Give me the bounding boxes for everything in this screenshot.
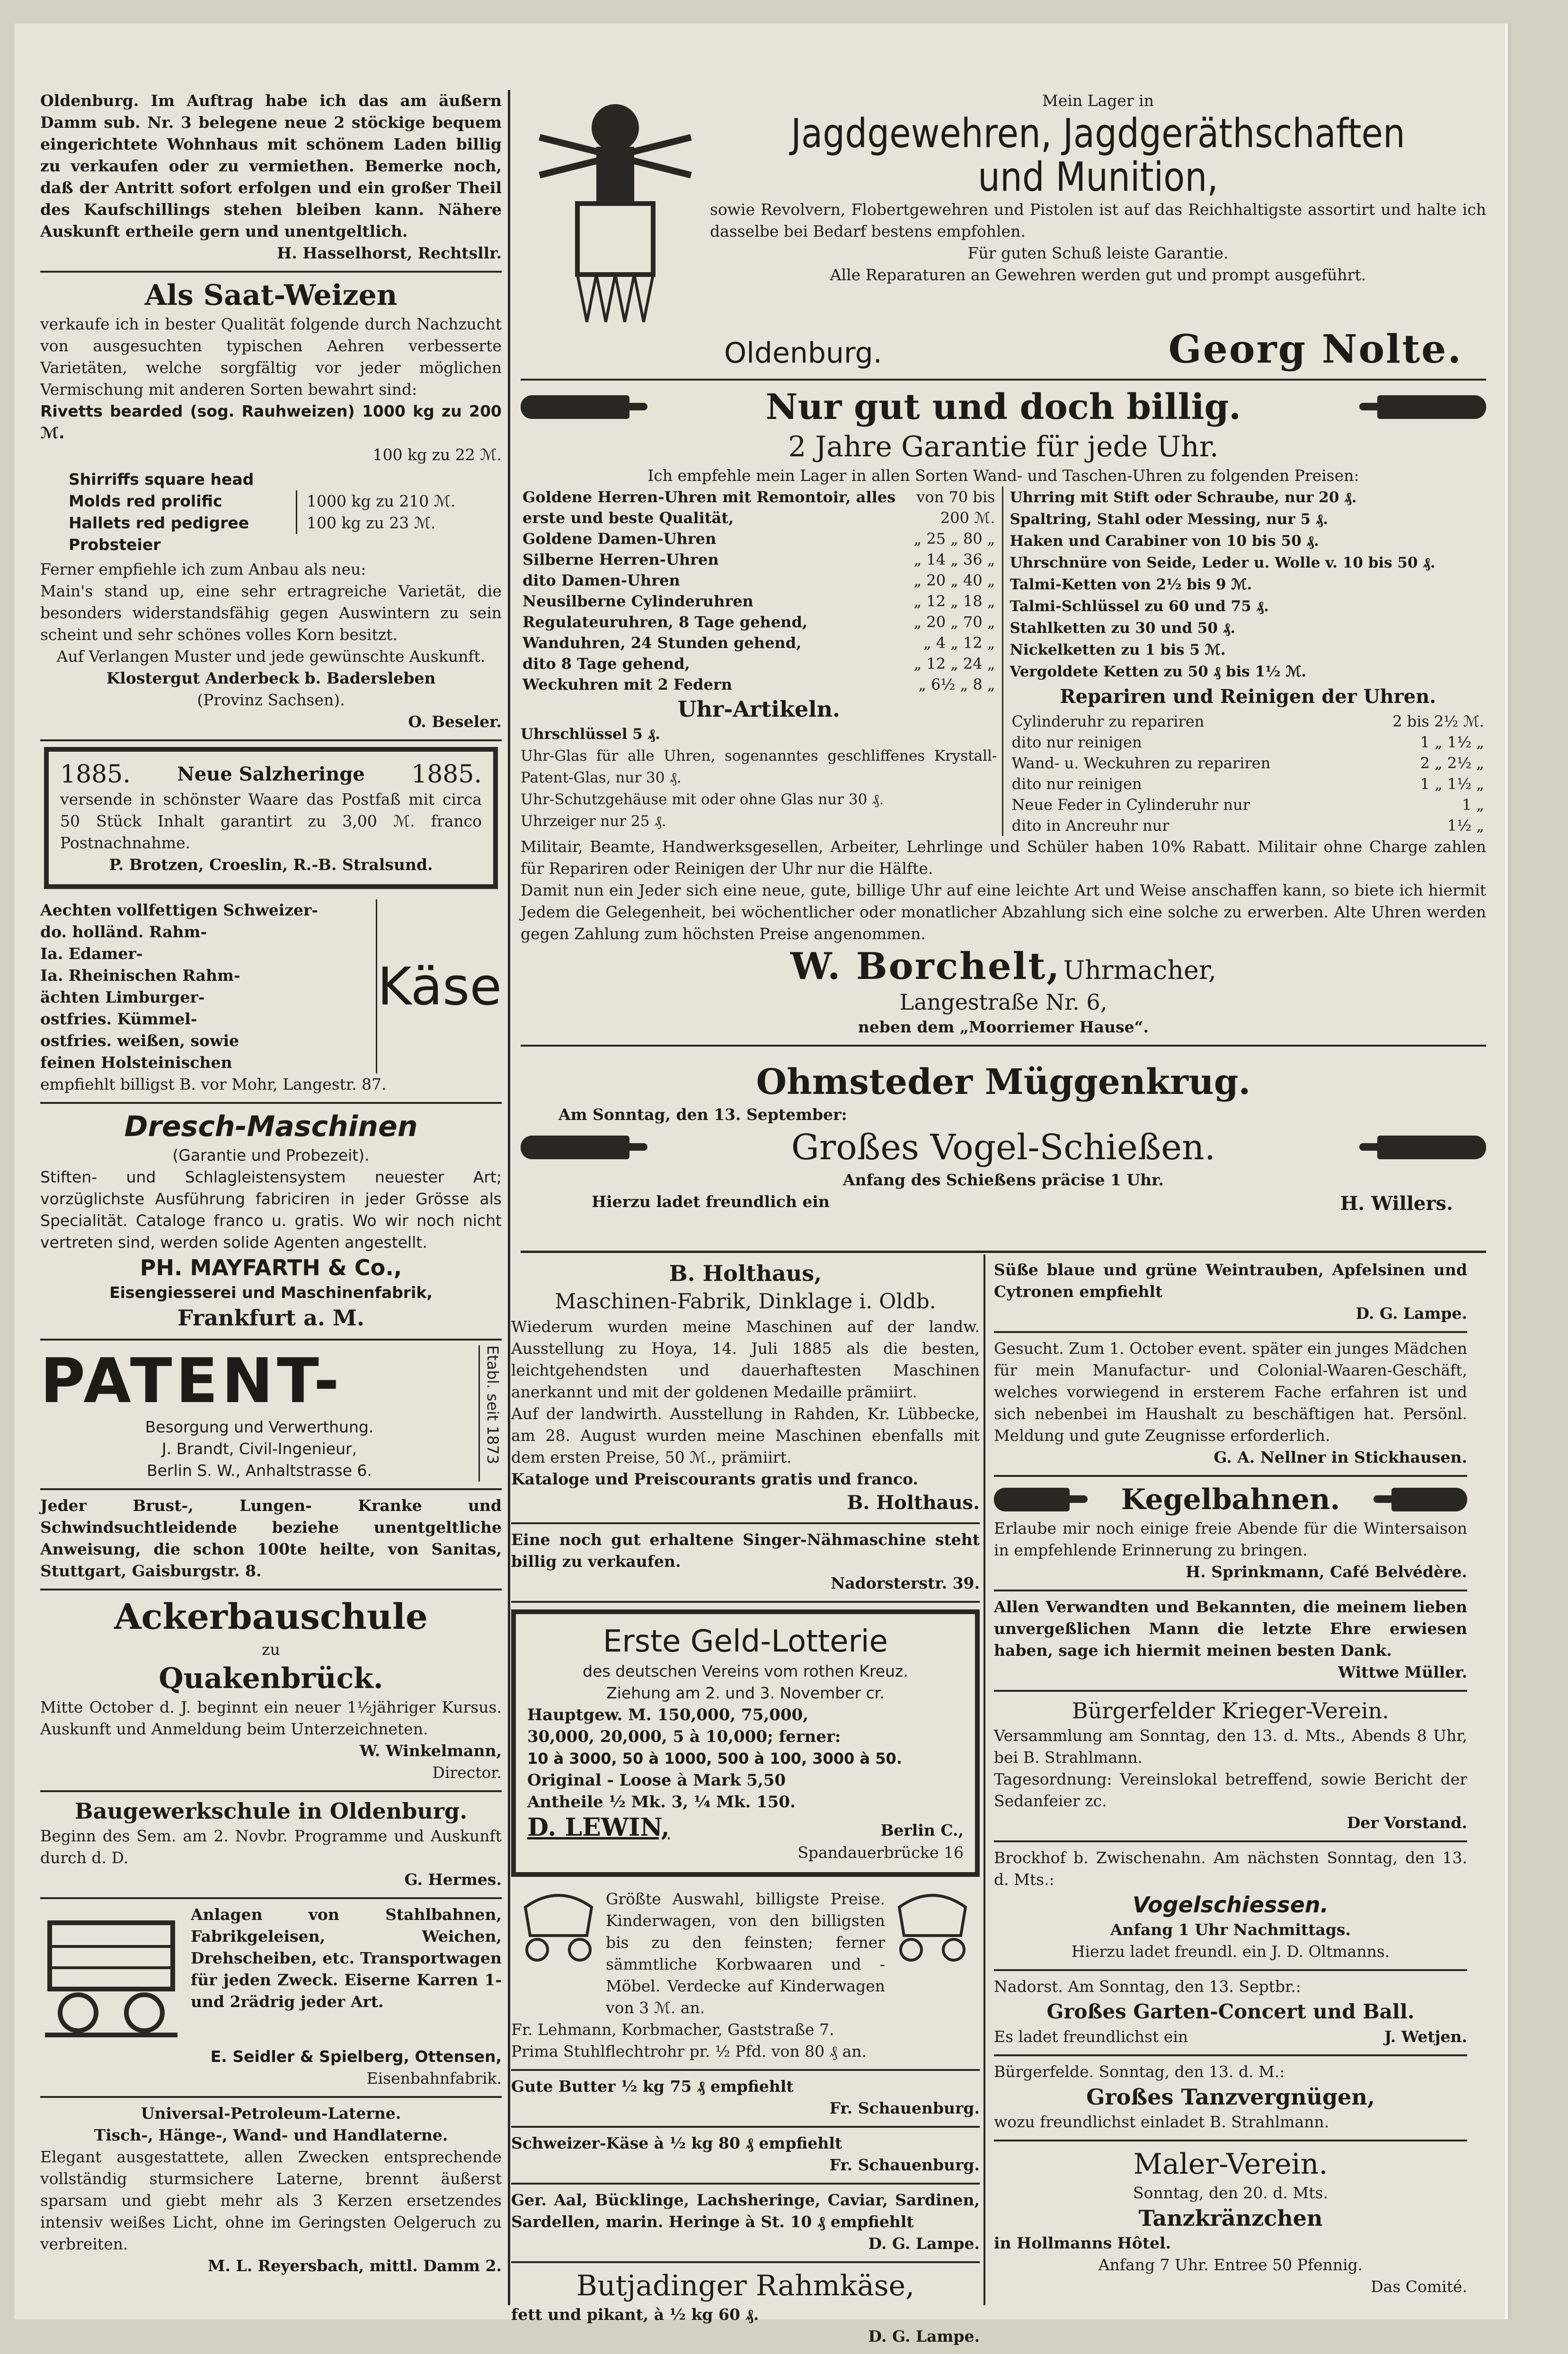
- ad-title: Baugewerkschule in Oldenburg.: [74, 1798, 468, 1824]
- table-row: [521, 674, 997, 695]
- price-table: [521, 487, 997, 695]
- nadorst-sign-row: [994, 2026, 1467, 2048]
- item: Uhr-Glas für alle Uhren, sogenanntes geschliffenes Krystall-Patent-Glas, nur 30 ₰.: [521, 747, 997, 786]
- patent-main: [40, 1345, 478, 1482]
- ad-role: Director.: [432, 1763, 502, 1782]
- ad-address: Nadorsterstr. 39.: [831, 1574, 980, 1592]
- ad-text: Oldenburg. Im Auftrag habe ich das am äußern Damm sub. Nr. 3 belegene neue 2 stöckige bequem eingerichtete Wohnhaus mit schönem Laden billig zu verkaufen oder zu vermiethen. Bemerke noch, daß der Antritt sofort erfolgen und ein großer Theil des Kaufschillings stehen bleiben kann. Nähere Auskunft ertheile gern und unentgeltlich.: [40, 91, 502, 240]
- ad-text: Wiederum wurden meine Maschinen auf der landw. Ausstellung zu Hoya, 14. Juli 1885 als die besten, leichtgehendsten und dauerhaftesten Maschinen anerkannt und mit der goldenen Medaille prämiirt.: [511, 1317, 980, 1401]
- ad-kegelbahnen: [994, 1477, 1467, 1591]
- price: von 70 bis 200 ℳ.: [916, 488, 995, 527]
- item: Stahlketten zu 30 und 50 ₰.: [1010, 620, 1236, 637]
- variety-name: Hallets red pedigree: [69, 514, 249, 532]
- ad-subtitle: (Garantie und Probezeit).: [172, 1146, 370, 1164]
- ad-uhren: [521, 381, 1486, 1047]
- ad-text: Stiften- und Schlagleistensystem neuester Art; vorzüglichste Ausführung fabriciren in jeder Grösse als Specialität. Cataloge franco u. gratis. Wo wir noch nicht vertreten sind, werden solide Agenten angestellt.: [40, 1168, 502, 1252]
- ad-text: Ferner empfiehle ich zum Anbau als neu:: [40, 560, 366, 578]
- patent-word: PATENT-: [40, 1345, 343, 1417]
- ad-baugewerkschule: [40, 1792, 502, 1899]
- ad-schweizer-kaese: [511, 2128, 980, 2185]
- ad-title: Dresch-Maschinen: [124, 1110, 418, 1143]
- ad-firm-sub: Eisengiesserei und Maschinenfabrik,: [109, 1283, 433, 1302]
- ad-firm-sub: Eisenbahnfabrik.: [366, 2069, 502, 2088]
- prize-line: 10 à 3000, 50 à 1000, 500 à 100, 3000 à 50.: [527, 1750, 902, 1768]
- ad-date: Sonntag, den 20. d. Mts.: [1133, 2184, 1328, 2202]
- ad-subtitle: Tisch-, Hänge-, Wand- und Handlaterne.: [94, 2126, 448, 2144]
- ad-butjadinger: [511, 2263, 980, 2354]
- ad-signature: G. A. Nellner in Stickhausen.: [1214, 1448, 1467, 1466]
- table-row: [1010, 732, 1487, 753]
- ad-text: Schweizer-Käse à ½ kg 80 ₰ empfiehlt: [511, 2134, 842, 2152]
- hunting-trophy-icon: [521, 90, 710, 327]
- column-rule: [983, 1254, 985, 2305]
- price: 100 kg zu 22 ℳ.: [372, 445, 502, 464]
- ad-aal: [511, 2185, 980, 2263]
- item: Goldene Herren-Uhren mit Remontoir, alles erste und beste Qualität,: [523, 488, 896, 527]
- ad-signature: D. G. Lampe.: [868, 2327, 980, 2345]
- ad-text: Süße blaue und grüne Weintrauben, Apfelsinen und Cytronen empfiehlt: [994, 1261, 1467, 1301]
- ad-text: Erlaube mir noch einige freie Abende für die Wintersaison in empfehlende Erinnerung zu bringen.: [994, 1519, 1467, 1559]
- ad-signature: G. Hermes.: [404, 1870, 502, 1889]
- ad-title: Als Saat-Weizen: [144, 279, 398, 312]
- ad-invite: Hierzu ladet freundl. ein J. D. Oltmanns.: [1071, 1942, 1390, 1961]
- kaese-list: [40, 899, 377, 1074]
- ad-title-row: [60, 760, 482, 789]
- ad-signature: P. Brotzen, Croeslin, R.-B. Stralsund.: [109, 855, 433, 874]
- ad-text: versende in schönster Waare das Postfaß mit circa 50 Stück Inhalt garantirt zu 3,00 ℳ. franco Postnachnahme.: [60, 790, 482, 852]
- ad-text: Eine noch gut erhaltene Singer-Nähmaschine steht billig zu verkaufen.: [511, 1530, 980, 1571]
- table-row: [521, 487, 997, 528]
- ad-title: und Munition,: [978, 153, 1218, 201]
- ad-text: Anfang des Schießens präcise 1 Uhr.: [842, 1171, 1164, 1189]
- price: 1½ „: [1447, 817, 1484, 835]
- price: „ 20 „ 70 „: [913, 613, 995, 631]
- kaese-line: feinen Holsteinischen: [40, 1053, 232, 1072]
- pointing-hand-icon: [994, 1488, 1070, 1511]
- item: dito nur reinigen: [1011, 775, 1142, 793]
- ad-text: Jeder Brust-, Lungen- Kranke und Schwindsuchtleidende beziehe unentgeltliche Anweisung, die schon 100te heilte, von Sanitas, Stuttgart, Gaisburgstr. 8.: [40, 1496, 502, 1580]
- price: 1 „ 1½ „: [1420, 775, 1484, 793]
- ad-nadorst: [994, 1971, 1467, 2056]
- item: Wanduhren, 24 Stunden gehend,: [523, 634, 802, 652]
- ad-singer: [511, 1524, 980, 1603]
- pointing-hand-icon: [521, 395, 629, 419]
- ad-kriegerverein: [994, 1692, 1467, 1842]
- jagd-sign-row: [521, 327, 1486, 372]
- price: 1000 kg zu 210 ℳ.: [307, 492, 456, 510]
- ad-text: Versammlung am Sonntag, den 13. d. Mts., Abends 8 Uhr, bei B. Strahlmann.: [994, 1726, 1467, 1767]
- price: „ 12 „ 24 „: [913, 655, 995, 673]
- ad-text: Militair, Beamte, Handwerksgesellen, Arbeiter, Lehrlinge und Schüler haben 10% Rabatt. Militair ohne Charge zahlen für Repariren oder Reinigen der Uhr nur die Hälfte.: [521, 837, 1486, 878]
- ad-kinderwagen: [511, 1883, 980, 2071]
- item: Goldene Damen-Uhren: [523, 530, 717, 548]
- kaese-line: do. holländ. Rahm-: [40, 923, 207, 941]
- ad-title: Maler-Verein.: [1133, 2148, 1328, 2181]
- item: dito 8 Tage gehend,: [523, 655, 690, 673]
- prize-line: Antheile ½ Mk. 3, ¼ Mk. 150.: [527, 1793, 796, 1812]
- ad-signature: D. LEWIN,: [527, 1813, 670, 1842]
- kaese-line: Ia. Edamer-: [40, 944, 143, 963]
- price-row: [40, 400, 502, 444]
- price: 2 „ 2½ „: [1420, 754, 1484, 772]
- price: 100 kg zu 23 ℳ.: [307, 514, 436, 532]
- ad-title: Kegelbahnen.: [1121, 1483, 1340, 1516]
- ad-title: Ackerbauschule: [114, 1597, 428, 1637]
- item: Neue Feder in Cylinderuhr nur: [1011, 796, 1250, 814]
- ad-guarantee: Alle Reparaturen an Gewehren werden gut und prompt ausgeführt.: [830, 266, 1366, 284]
- ad-signature: Fr. Schauenburg.: [829, 2156, 980, 2174]
- ad-subtitle: des deutschen Vereins vom rothen Kreuz.: [583, 1662, 908, 1680]
- ad-date: Am Sonntag, den 13. September:: [558, 1105, 847, 1124]
- pram-icon: [885, 1888, 980, 1964]
- ad-firm: E. Seidler & Spielberg, Ottensen,: [210, 2047, 502, 2066]
- ad-gesucht: [994, 1333, 1467, 1477]
- ad-invite: Hierzu ladet freundlich ein: [592, 1192, 830, 1211]
- middle-left-column: [511, 1254, 980, 2345]
- ad-text: Kataloge und Preiscourants gratis und franco.: [511, 1470, 919, 1488]
- ad-text: Allen Verwandten und Bekannten, die meinem lieben unvergeßlichen Mann die letzte Ehre erwiesen haben, sage ich hiermit meinen besten Dank.: [994, 1598, 1467, 1660]
- price: „ 25 „ 80 „: [913, 530, 995, 548]
- ad-signature: M. L. Reyersbach, mittl. Damm 2.: [208, 2256, 502, 2275]
- patent-side: Etabl. seit 1873: [478, 1345, 502, 1482]
- ad-title: Neue Salzheringe: [177, 763, 365, 785]
- ad-date: Ziehung am 2. und 3. November cr.: [606, 1684, 885, 1702]
- ad-sanitas: [40, 1490, 502, 1590]
- kaese-line: Ia. Rheinischen Rahm-: [40, 966, 240, 985]
- ad-place: (Provinz Sachsen).: [197, 691, 345, 709]
- kegel-title-row: [994, 1482, 1467, 1518]
- pram-icon: [511, 1888, 606, 1964]
- item: dito in Ancreuhr nur: [1011, 817, 1169, 835]
- item: Neusilberne Cylinderuhren: [523, 592, 753, 610]
- patent-line: Besorgung und Verwerthung.: [145, 1418, 374, 1436]
- patent-line: J. Brandt, Civil-Ingenieur,: [161, 1439, 357, 1458]
- ad-address: Spandauerbrücke 16: [797, 1843, 964, 1862]
- ad-text: Elegant ausgestattete, allen Zwecken entsprechende vollständig sturmsichere Laterne, brennt äußerst sparsam und giebt mehr als 3 Kerzen ersetzendes intensiv weißes Licht, ohne im Geringsten Oelgeruch zu verbreiten.: [40, 2148, 502, 2253]
- price: „ 20 „ 40 „: [913, 571, 995, 589]
- ad-text: Tagesordnung: Vereinslokal betreffend, sowie Bericht der Sedanfeier zc.: [994, 1770, 1467, 1810]
- stahl-group: [40, 1904, 502, 2046]
- muggen-sign-row: [521, 1191, 1486, 1217]
- kaese-line: ostfries. weißen, sowie: [40, 1031, 239, 1050]
- ad-salzheringe: [44, 747, 498, 889]
- ad-title: Universal-Petroleum-Laterne.: [141, 2104, 401, 2123]
- ad-text: Beginn des Sem. am 2. Novbr. Programme und Auskunft durch d. D.: [40, 1827, 502, 1867]
- uhr-price-tables: [521, 487, 1486, 836]
- prize-line: 30,000, 20,000, 5 à 10,000; ferner:: [527, 1727, 841, 1746]
- ad-signature: Fr. Lehmann, Korbmacher, Gaststraße 7.: [511, 2020, 834, 2039]
- section-title: Uhr-Artikeln.: [677, 696, 841, 722]
- table-row: [1010, 711, 1487, 732]
- item: Regulateuruhren, 8 Tage gehend,: [523, 613, 807, 631]
- middle-right-column: [994, 1254, 1467, 2305]
- item: Weckuhren mit 2 Federn: [523, 675, 733, 693]
- railcar-icon: [40, 1904, 182, 2046]
- item: Talmi-Ketten von 2½ bis 9 ℳ.: [1010, 576, 1252, 593]
- ad-buergerfelde: [994, 2056, 1467, 2141]
- ad-text: Bürgerfelde. Sonntag, den 13. d. M.:: [994, 2062, 1285, 2081]
- uhr-right: [1003, 487, 1487, 836]
- table-row: [1010, 773, 1487, 794]
- kaese-line: ostfries. Kümmel-: [40, 1010, 197, 1028]
- ad-pre: Mein Lager in: [1042, 91, 1154, 110]
- table-row: [521, 570, 997, 591]
- ad-patent: [40, 1341, 502, 1490]
- ad-text: Auf Verlangen Muster und jede gewünschte Auskunft.: [56, 647, 486, 666]
- ad-butter: [511, 2071, 980, 2128]
- ad-signature: B. Holthaus.: [847, 1492, 980, 1514]
- price: 2 bis 2½ ℳ.: [1392, 712, 1484, 730]
- item: Spaltring, Stahl oder Messing, nur 5 ₰.: [1010, 511, 1329, 528]
- variety-name: Rivetts bearded (sog. Rauhweizen) 1000 kg zu 200 ℳ.: [40, 402, 502, 442]
- section-rule: [521, 1251, 1486, 1253]
- ad-danksagung: [994, 1591, 1467, 1692]
- ad-text: Prima Stuhlflechtrohr pr. ½ Pfd. von 80 ₰ an.: [511, 2042, 867, 2061]
- pointing-hand-icon: [1377, 1136, 1486, 1159]
- ad-maler-verein: [994, 2141, 1467, 2304]
- ad-text: Ich empfehle mein Lager in allen Sorten Wand- und Taschen-Uhren zu folgenden Preisen:: [647, 466, 1359, 485]
- muggen-event-row: [521, 1126, 1486, 1169]
- ad-firm: PH. MAYFARTH & Co.,: [140, 1255, 402, 1280]
- item: Uhr-Schutzgehäuse mit oder ohne Glas nur 30 ₰.: [521, 791, 884, 808]
- variety-name: Shirriffs square head: [69, 470, 254, 489]
- ad-subtitle: 2 Jahre Garantie für jede Uhr.: [788, 430, 1219, 463]
- ad-oldenburg-house: [40, 85, 502, 273]
- ad-address: Langestraße Nr. 6,: [899, 989, 1107, 1015]
- item: Uhrschnüre von Seide, Leder u. Wolle v. 10 bis 50 ₰.: [1010, 554, 1435, 571]
- kaese-word: Käse: [377, 956, 502, 1017]
- ad-geld-lotterie: [511, 1609, 980, 1877]
- ad-signature: W. Borchelt,: [790, 945, 1061, 988]
- variety-list: [69, 469, 296, 556]
- jagd-main: [710, 90, 1486, 327]
- ad-holthaus: [511, 1254, 980, 1524]
- ad-laterne: [40, 2098, 502, 2283]
- ad-signature: H. Sprinkmann, Café Belvédère.: [1186, 1563, 1467, 1581]
- ad-title: Erste Geld-Lotterie: [602, 1624, 888, 1659]
- item: Nickelketten zu 1 bis 5 ℳ.: [1010, 641, 1226, 658]
- ad-role: Uhrmacher,: [1063, 955, 1217, 985]
- item: dito nur reinigen: [1011, 733, 1142, 751]
- ad-title: Großes Garten-Concert und Ball.: [1046, 2000, 1415, 2023]
- ad-text: Brockhof b. Zwischenahn. Am nächsten Sonntag, den 13. d. Mts.:: [994, 1848, 1467, 1889]
- ad-ackerbauschule: [40, 1590, 502, 1792]
- ad-title: Bürgerfelder Krieger-Verein.: [1072, 1698, 1389, 1723]
- price: „ 12 „ 18 „: [913, 592, 995, 610]
- table-row: [521, 591, 997, 612]
- kaese-line: ächten Limburger-: [40, 988, 205, 1006]
- ad-text: Nadorst. Am Sonntag, den 13. Septbr.:: [994, 1977, 1301, 1996]
- variety-name: Molds red prolific: [69, 492, 222, 510]
- ad-signature: W. Winkelmann,: [359, 1741, 502, 1760]
- ad-signature: Der Vorstand.: [1347, 1813, 1467, 1832]
- ad-text: Gesucht. Zum 1. October event. später ein junges Mädchen für mein Manufactur- und Colonial-Waaren-Geschäft, welches vorwiegend in ersterem Fache erfahren ist und sich nebenbei im Haushalt zu beschäftigen hat. Persönl. Meldung und gute Zeugnisse erforderlich.: [994, 1339, 1467, 1445]
- ad-brockhof: [994, 1842, 1467, 1971]
- ad-signature: D. G. Lampe.: [1355, 1304, 1467, 1323]
- kaese-line: Aechten vollfettigen Schweizer-: [40, 901, 319, 919]
- item: Wand- u. Weckuhren zu repariren: [1011, 754, 1271, 772]
- item: Silberne Herren-Uhren: [523, 551, 719, 569]
- jagd-group: [521, 90, 1486, 327]
- ad-dresch-maschinen: [40, 1104, 502, 1341]
- lotterie-sign-row: [527, 1813, 964, 1842]
- column-rule: [508, 90, 510, 2305]
- prize-line: Original - Loose à Mark 5,50: [527, 1771, 786, 1790]
- item: Uhrschlüssel 5 ₰.: [521, 726, 660, 743]
- item: Cylinderuhr zu repariren: [1011, 712, 1205, 730]
- ad-place: in Hollmanns Hôtel.: [994, 2234, 1171, 2252]
- left-column: [40, 85, 502, 2305]
- ad-saat-weizen: [40, 273, 502, 741]
- ad-address: neben dem „Moorriemer Hause“.: [858, 1018, 1149, 1036]
- ad-title: Jagdgewehren, Jagdgeräthschaften: [791, 110, 1405, 157]
- ad-place: Klostergut Anderbeck b. Badersleben: [106, 669, 436, 687]
- ad-text: Ger. Aal, Bücklinge, Lachsheringe, Caviar, Sardinen, Sardellen, marin. Heringe à St. 10 ₰ empfiehlt: [511, 2191, 980, 2231]
- price: „ 6½ „ 8 „: [918, 675, 995, 693]
- pointing-hand-icon: [521, 1136, 629, 1159]
- table-row: [1010, 753, 1487, 773]
- ad-invite: Es ladet freundlichst ein: [994, 2027, 1188, 2046]
- table-row: [521, 549, 997, 570]
- ad-time: Anfang 7 Uhr. Entree 50 Pfennig.: [1098, 2256, 1363, 2274]
- ad-text: verkaufe ich in bester Qualität folgende durch Nachzucht von ausgesuchten typischen Aehren verbesserte Varietäten, welche sorgfältig vor jeder möglichen Vermischung mit anderen Sorten bewahrt sind:: [40, 315, 502, 399]
- uhr-title-row: [521, 385, 1486, 429]
- kinder-group: [511, 1888, 980, 2019]
- middle-wide-section: [521, 85, 1486, 1065]
- ad-text: Auf der landwirth. Ausstellung in Rahden, Kr. Lübbecke, am 28. August wurden meine Maschinen ebenfalls mit dem ersten Preise, 50 ℳ., prämiirt.: [511, 1404, 980, 1466]
- pointing-hand-icon: [1377, 395, 1486, 419]
- patent-line: Berlin S. W., Anhaltstrasse 6.: [147, 1461, 372, 1480]
- ad-signature: D. G. Lampe.: [868, 2234, 980, 2253]
- variety-group: [69, 469, 502, 556]
- ad-title: Nur gut und doch billig.: [765, 387, 1241, 427]
- ad-text: Anfang 1 Uhr Nachmittags.: [1110, 1920, 1351, 1939]
- newspaper-page: [14, 24, 1505, 2345]
- ad-city: Berlin C.,: [880, 1821, 964, 1839]
- ad-signature: Das Comité.: [1371, 2277, 1467, 2296]
- ad-title: Großes Tanzvergnügen,: [1086, 2084, 1375, 2110]
- ad-signature: Wittwe Müller.: [1338, 1663, 1467, 1681]
- ad-text: sowie Revolvern, Flobertgewehren und Pistolen ist auf das Reichhaltigste assortirt und halte ich dasselbe bei Bedarf bestens empfohlen.: [710, 200, 1486, 240]
- ad-signature: O. Beseler.: [408, 712, 502, 731]
- ad-zu: zu: [262, 1640, 280, 1659]
- ad-signature: H. Hasselhorst, Rechtsllr.: [277, 244, 502, 262]
- ad-name: B. Holthaus,: [669, 1261, 822, 1286]
- ad-weintrauben: [994, 1254, 1467, 1333]
- price: 1 „ 1½ „: [1420, 733, 1484, 751]
- ad-kaese: [40, 895, 502, 1104]
- ad-city: Frankfurt a. M.: [177, 1305, 364, 1331]
- patent-group: [40, 1345, 502, 1482]
- ad-signature: J. Wetjen.: [1384, 2027, 1467, 2046]
- ad-signature: Georg Nolte.: [1168, 327, 1462, 372]
- ad-jagdgewehre: [521, 85, 1486, 381]
- year: 1885.: [411, 760, 482, 789]
- ad-text: Damit nun ein Jeder sich eine neue, gute, billige Uhr auf eine leichte Art und Weise anschaffen kann, so biete ich hiermit Jedem die Gelegenheit, bei wöchentlicher oder monatlicher Abzahlung sich eine solche zu erwerben. Alte Uhren werden gegen Zahlung zum höchsten Preise angenommen.: [521, 881, 1486, 943]
- ad-text: Größte Auswahl, billigste Preise. Kinderwagen, von den billigsten bis zu den feinsten; ferner sämmtliche Korbwaaren und -Möbel. Verdecke auf Kinderwagen von 3 ℳ. an.: [606, 1890, 885, 2017]
- item: Haken und Carabiner von 10 bis 50 ₰.: [1010, 533, 1319, 550]
- ad-invite: wozu freundlichst einladet B. Strahlmann.: [994, 2113, 1329, 2131]
- ad-city: Oldenburg.: [724, 337, 882, 370]
- year: 1885.: [60, 760, 131, 789]
- ad-text: Main's stand up, eine sehr ertragreiche Varietät, die besonders widerstandsfähig gegen Auswintern zu sein scheint und sehr schönes volles Korn besitzt.: [40, 582, 502, 644]
- ad-signature: H. Willers.: [1340, 1192, 1453, 1215]
- ad-signature: Fr. Schauenburg.: [829, 2099, 980, 2117]
- ad-text: fett und pikant, à ½ kg 60 ₰.: [511, 2305, 759, 2324]
- ad-text: Anlagen von Stahlbahnen, Fabrikgeleisen, Weichen, Drehscheiben, etc. Transportwagen für jeden Zweck. Eiserne Karren 1- und 2rädrig jeder Art.: [191, 1905, 502, 2011]
- table-row: [521, 528, 997, 549]
- uhr-left: [521, 487, 1003, 836]
- ad-stahlbahnen: [40, 1899, 502, 2098]
- item: Uhrring mit Stift oder Schraube, nur 20 ₰.: [1010, 489, 1357, 506]
- section-title: Repariren und Reinigen der Uhren.: [1060, 685, 1436, 708]
- ad-title: Vogelschiessen.: [1132, 1892, 1329, 1918]
- prize-line: Hauptgew. M. 150,000, 75,000,: [527, 1706, 809, 1724]
- kaese-group: [40, 899, 502, 1074]
- repair-table: [1010, 711, 1487, 836]
- variety-prices: [296, 490, 455, 534]
- item: dito Damen-Uhren: [523, 571, 680, 589]
- ad-title: Butjadinger Rahmkäse,: [576, 2269, 915, 2302]
- ad-firm: Maschinen-Fabrik, Dinklage i. Oldb.: [555, 1289, 936, 1314]
- table-row: [1010, 815, 1487, 836]
- ad-muggenkrug: [521, 1060, 1486, 1250]
- table-row: [521, 632, 997, 653]
- table-row: [1010, 794, 1487, 815]
- price: 1 „: [1462, 796, 1484, 814]
- table-row: [521, 653, 997, 674]
- ad-city: Quakenbrück.: [159, 1662, 383, 1695]
- item: Talmi-Schlüssel zu 60 und 75 ₰.: [1010, 598, 1269, 615]
- ad-event: Großes Vogel-Schießen.: [791, 1127, 1216, 1168]
- item: Uhrzeiger nur 25 ₰.: [521, 813, 666, 830]
- price: „ 4 „ 12 „: [923, 634, 995, 652]
- uhr-sign: [521, 945, 1486, 988]
- item: Vergoldete Ketten zu 50 ₰ bis 1½ ℳ.: [1010, 663, 1307, 680]
- ad-signature: empfiehlt billigst B. vor Mohr, Langestr. 87.: [40, 1075, 387, 1093]
- ad-event: Tanzkränzchen: [1138, 2205, 1323, 2231]
- table-row: [521, 612, 997, 632]
- variety-name: Probsteier: [69, 535, 161, 554]
- pointing-hand-icon: [1391, 1488, 1467, 1511]
- ad-text: Gute Butter ½ kg 75 ₰ empfiehlt: [511, 2077, 794, 2096]
- ad-guarantee: Für guten Schuß leiste Garantie.: [967, 244, 1229, 262]
- ad-text: Mitte October d. J. beginnt ein neuer 1½jähriger Kursus. Auskunft und Anmeldung beim Unterzeichneten.: [40, 1698, 502, 1738]
- ad-title: Ohmsteder Müggenkrug.: [756, 1062, 1251, 1102]
- price: „ 14 „ 36 „: [913, 551, 995, 569]
